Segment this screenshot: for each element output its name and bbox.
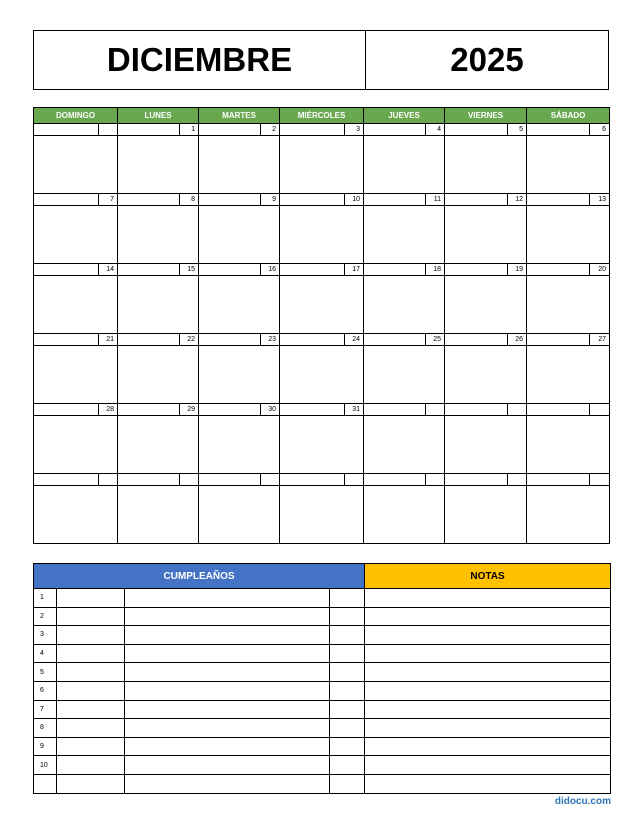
day-cell[interactable] xyxy=(280,346,364,404)
week-body-row xyxy=(34,416,610,474)
list-row xyxy=(34,737,611,756)
birthday-date-cell[interactable] xyxy=(57,756,125,775)
day-cell[interactable] xyxy=(199,416,280,474)
week-number-row xyxy=(34,334,610,346)
day-number: 8 xyxy=(180,194,199,206)
day-cell[interactable] xyxy=(445,136,527,194)
day-cell[interactable] xyxy=(280,276,364,334)
week-body-row xyxy=(34,276,610,334)
day-label-cell xyxy=(34,264,99,276)
birthday-name-cell[interactable] xyxy=(125,737,330,756)
year-title: 2025 xyxy=(450,41,524,78)
list-row xyxy=(34,607,611,626)
row-number: 5 xyxy=(34,663,57,682)
list-row xyxy=(34,756,611,775)
day-number xyxy=(508,474,527,486)
birthday-extra-cell[interactable] xyxy=(330,589,365,608)
day-number: 31 xyxy=(345,404,364,416)
birthday-date-cell[interactable] xyxy=(57,774,125,793)
day-cell[interactable] xyxy=(280,206,364,264)
day-label-cell xyxy=(118,194,180,206)
note-cell[interactable] xyxy=(365,774,611,793)
day-label-cell xyxy=(34,194,99,206)
note-cell[interactable] xyxy=(365,737,611,756)
week-body-row xyxy=(34,136,610,194)
calendar-grid xyxy=(33,107,610,544)
day-label-cell xyxy=(445,474,508,486)
day-label-cell xyxy=(280,124,345,136)
weekday-header: VIERNES xyxy=(445,108,527,124)
day-number xyxy=(345,474,364,486)
row-number: 6 xyxy=(34,681,57,700)
day-number xyxy=(590,474,610,486)
day-label-cell xyxy=(364,124,426,136)
day-number: 5 xyxy=(508,124,527,136)
note-cell[interactable] xyxy=(365,719,611,738)
weekday-header: DOMINGO xyxy=(34,108,118,124)
day-label-cell xyxy=(118,334,180,346)
day-label-cell xyxy=(527,474,590,486)
day-number: 11 xyxy=(426,194,445,206)
day-number: 20 xyxy=(590,264,610,276)
note-cell[interactable] xyxy=(365,756,611,775)
birthday-name-cell[interactable] xyxy=(125,719,330,738)
day-number xyxy=(426,404,445,416)
note-cell[interactable] xyxy=(365,626,611,645)
birthday-name-cell[interactable] xyxy=(125,607,330,626)
day-number: 23 xyxy=(261,334,280,346)
week-number-row xyxy=(34,264,610,276)
weekday-header: MIÉRCOLES xyxy=(280,108,364,124)
week-number-row xyxy=(34,124,610,136)
birthday-date-cell[interactable] xyxy=(57,700,125,719)
day-label-cell xyxy=(527,124,590,136)
birthday-name-cell[interactable] xyxy=(125,700,330,719)
day-number: 29 xyxy=(180,404,199,416)
row-number: 3 xyxy=(34,626,57,645)
day-label-cell xyxy=(199,334,261,346)
day-number: 10 xyxy=(345,194,364,206)
day-label-cell xyxy=(364,404,426,416)
day-number: 12 xyxy=(508,194,527,206)
day-number: 22 xyxy=(180,334,199,346)
birthday-date-cell[interactable] xyxy=(57,626,125,645)
day-label-cell xyxy=(280,404,345,416)
day-number: 6 xyxy=(590,124,610,136)
day-label-cell xyxy=(280,474,345,486)
birthday-name-cell[interactable] xyxy=(125,756,330,775)
row-number: 2 xyxy=(34,607,57,626)
row-number: 8 xyxy=(34,719,57,738)
day-cell[interactable] xyxy=(199,486,280,544)
day-label-cell xyxy=(34,404,99,416)
row-number: 4 xyxy=(34,644,57,663)
day-label-cell xyxy=(527,264,590,276)
week-number-row xyxy=(34,194,610,206)
note-cell[interactable] xyxy=(365,607,611,626)
day-number: 15 xyxy=(180,264,199,276)
day-label-cell xyxy=(527,404,590,416)
day-cell[interactable] xyxy=(527,346,610,404)
day-label-cell xyxy=(118,404,180,416)
day-cell[interactable] xyxy=(445,276,527,334)
day-number: 28 xyxy=(99,404,118,416)
day-number xyxy=(261,474,280,486)
week-number-row xyxy=(34,404,610,416)
list-row xyxy=(34,589,611,608)
day-cell[interactable] xyxy=(445,206,527,264)
day-label-cell xyxy=(34,124,99,136)
day-label-cell xyxy=(527,334,590,346)
birthday-date-cell[interactable] xyxy=(57,589,125,608)
day-number xyxy=(99,474,118,486)
list-row xyxy=(34,774,611,793)
note-cell[interactable] xyxy=(365,700,611,719)
birthday-extra-cell[interactable] xyxy=(330,626,365,645)
birthday-extra-cell[interactable] xyxy=(330,644,365,663)
day-label-cell xyxy=(527,194,590,206)
birthday-extra-cell[interactable] xyxy=(330,774,365,793)
day-label-cell xyxy=(280,194,345,206)
day-number: 30 xyxy=(261,404,280,416)
day-cell[interactable] xyxy=(280,486,364,544)
day-label-cell xyxy=(445,264,508,276)
day-cell[interactable] xyxy=(199,346,280,404)
note-cell[interactable] xyxy=(365,589,611,608)
day-label-cell xyxy=(118,124,180,136)
brand-footer[interactable]: didocu.com xyxy=(554,796,611,807)
day-cell[interactable] xyxy=(527,416,610,474)
day-cell[interactable] xyxy=(445,346,527,404)
day-number: 19 xyxy=(508,264,527,276)
day-cell[interactable] xyxy=(34,486,118,544)
day-number: 14 xyxy=(99,264,118,276)
day-number: 2 xyxy=(261,124,280,136)
birthday-date-cell[interactable] xyxy=(57,681,125,700)
day-cell[interactable] xyxy=(527,276,610,334)
day-cell[interactable] xyxy=(199,136,280,194)
birthday-name-cell[interactable] xyxy=(125,644,330,663)
birthday-name-cell[interactable] xyxy=(125,589,330,608)
list-row xyxy=(34,681,611,700)
birthday-name-cell[interactable] xyxy=(125,663,330,682)
day-number: 25 xyxy=(426,334,445,346)
day-label-cell xyxy=(445,404,508,416)
birthday-extra-cell[interactable] xyxy=(330,681,365,700)
day-number: 16 xyxy=(261,264,280,276)
day-label-cell xyxy=(364,194,426,206)
day-label-cell xyxy=(118,264,180,276)
day-label-cell xyxy=(445,334,508,346)
note-cell[interactable] xyxy=(365,681,611,700)
birthday-extra-cell[interactable] xyxy=(330,607,365,626)
day-cell[interactable] xyxy=(364,346,445,404)
birthdays-notes-table xyxy=(33,563,611,794)
row-number: 9 xyxy=(34,737,57,756)
day-cell[interactable] xyxy=(118,486,199,544)
day-cell[interactable] xyxy=(118,136,199,194)
day-cell[interactable] xyxy=(118,206,199,264)
weekday-header: MARTES xyxy=(199,108,280,124)
birthday-name-cell[interactable] xyxy=(125,774,330,793)
list-row xyxy=(34,626,611,645)
day-cell[interactable] xyxy=(34,206,118,264)
day-cell[interactable] xyxy=(527,486,610,544)
birthday-name-cell[interactable] xyxy=(125,626,330,645)
calendar-header xyxy=(33,30,609,90)
day-label-cell xyxy=(280,334,345,346)
day-number: 7 xyxy=(99,194,118,206)
day-cell[interactable] xyxy=(34,136,118,194)
notes-title: NOTAS xyxy=(365,564,611,589)
day-label-cell xyxy=(445,194,508,206)
list-row xyxy=(34,644,611,663)
weekday-header: LUNES xyxy=(118,108,199,124)
week-body-row xyxy=(34,486,610,544)
birthday-extra-cell[interactable] xyxy=(330,663,365,682)
list-row xyxy=(34,719,611,738)
list-row xyxy=(34,700,611,719)
day-number: 1 xyxy=(180,124,199,136)
day-number: 17 xyxy=(345,264,364,276)
day-cell[interactable] xyxy=(364,206,445,264)
day-number: 4 xyxy=(426,124,445,136)
day-number xyxy=(426,474,445,486)
day-label-cell xyxy=(364,264,426,276)
weekday-header: SÁBADO xyxy=(527,108,610,124)
day-cell[interactable] xyxy=(364,486,445,544)
week-number-row xyxy=(34,474,610,486)
birthday-date-cell[interactable] xyxy=(57,644,125,663)
day-label-cell xyxy=(364,474,426,486)
day-number xyxy=(508,404,527,416)
day-cell[interactable] xyxy=(199,206,280,264)
birthday-date-cell[interactable] xyxy=(57,719,125,738)
day-label-cell xyxy=(199,404,261,416)
day-cell[interactable] xyxy=(280,136,364,194)
day-cell[interactable] xyxy=(118,346,199,404)
note-cell[interactable] xyxy=(365,644,611,663)
birthday-extra-cell[interactable] xyxy=(330,737,365,756)
birthday-extra-cell[interactable] xyxy=(330,700,365,719)
day-cell[interactable] xyxy=(364,276,445,334)
row-number: 1 xyxy=(34,589,57,608)
birthday-date-cell[interactable] xyxy=(57,663,125,682)
day-label-cell xyxy=(34,474,99,486)
week-body-row xyxy=(34,346,610,404)
birthday-date-cell[interactable] xyxy=(57,607,125,626)
day-number: 21 xyxy=(99,334,118,346)
day-label-cell xyxy=(445,124,508,136)
month-title: DICIEMBRE xyxy=(34,31,366,89)
day-number xyxy=(99,124,118,136)
day-cell[interactable] xyxy=(445,486,527,544)
day-cell[interactable] xyxy=(118,416,199,474)
birthday-name-cell[interactable] xyxy=(125,681,330,700)
day-number: 18 xyxy=(426,264,445,276)
day-cell[interactable] xyxy=(199,276,280,334)
day-cell[interactable] xyxy=(34,346,118,404)
day-cell[interactable] xyxy=(527,136,610,194)
day-label-cell xyxy=(364,334,426,346)
weekday-header-row xyxy=(34,108,610,124)
day-number: 3 xyxy=(345,124,364,136)
day-number xyxy=(590,404,610,416)
day-cell[interactable] xyxy=(527,206,610,264)
week-body-row xyxy=(34,206,610,264)
day-cell[interactable] xyxy=(34,276,118,334)
row-number xyxy=(34,774,57,793)
day-label-cell xyxy=(199,194,261,206)
row-number: 7 xyxy=(34,700,57,719)
birthday-extra-cell[interactable] xyxy=(330,719,365,738)
day-number: 26 xyxy=(508,334,527,346)
day-label-cell xyxy=(199,264,261,276)
day-number: 9 xyxy=(261,194,280,206)
day-cell[interactable] xyxy=(364,136,445,194)
day-label-cell xyxy=(199,474,261,486)
day-cell[interactable] xyxy=(34,416,118,474)
weekday-header: JUEVES xyxy=(364,108,445,124)
birthdays-title: CUMPLEAÑOS xyxy=(34,564,365,589)
day-cell[interactable] xyxy=(280,416,364,474)
day-cell[interactable] xyxy=(445,416,527,474)
day-number: 24 xyxy=(345,334,364,346)
day-cell[interactable] xyxy=(118,276,199,334)
day-label-cell xyxy=(280,264,345,276)
day-number: 13 xyxy=(590,194,610,206)
birthday-extra-cell[interactable] xyxy=(330,756,365,775)
day-cell[interactable] xyxy=(364,416,445,474)
day-label-cell xyxy=(34,334,99,346)
note-cell[interactable] xyxy=(365,663,611,682)
list-row xyxy=(34,663,611,682)
birthday-date-cell[interactable] xyxy=(57,737,125,756)
day-label-cell xyxy=(199,124,261,136)
day-number: 27 xyxy=(590,334,610,346)
day-label-cell xyxy=(118,474,180,486)
day-number xyxy=(180,474,199,486)
row-number: 10 xyxy=(34,756,57,775)
